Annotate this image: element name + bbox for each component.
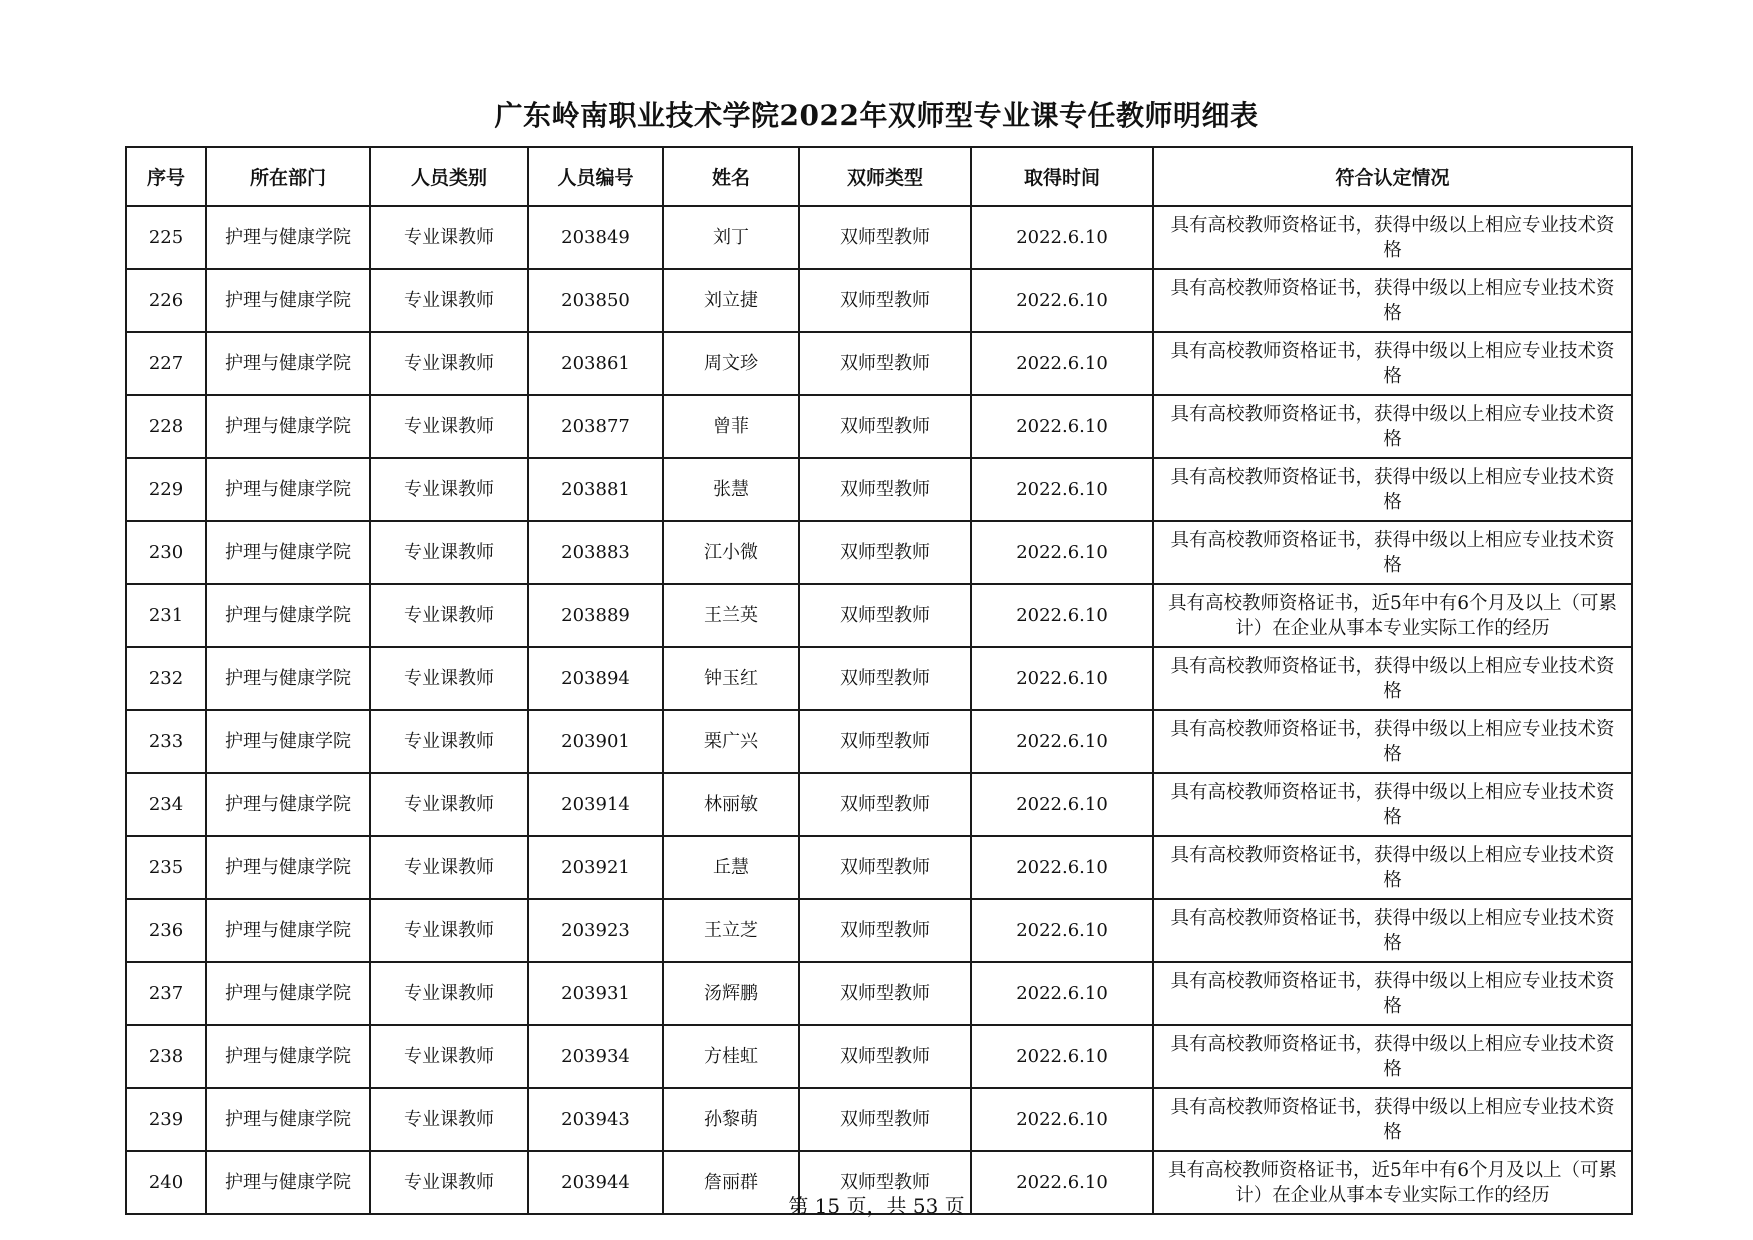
cell-date: 2022.6.10 — [971, 836, 1153, 899]
cell-date: 2022.6.10 — [971, 773, 1153, 836]
cell-date: 2022.6.10 — [971, 458, 1153, 521]
cell-category: 专业课教师 — [370, 584, 528, 647]
cell-category: 专业课教师 — [370, 1025, 528, 1088]
column-header-note: 符合认定情况 — [1153, 147, 1632, 206]
cell-type: 双师型教师 — [799, 836, 971, 899]
cell-no: 236 — [126, 899, 206, 962]
cell-note: 具有高校教师资格证书，获得中级以上相应专业技术资格 — [1153, 269, 1632, 332]
cell-note: 具有高校教师资格证书，获得中级以上相应专业技术资格 — [1153, 521, 1632, 584]
page-title: 广东岭南职业技术学院2022年双师型专业课专任教师明细表 — [494, 99, 1259, 132]
cell-date: 2022.6.10 — [971, 899, 1153, 962]
cell-name: 林丽敏 — [663, 773, 799, 836]
cell-dept: 护理与健康学院 — [206, 836, 370, 899]
cell-dept: 护理与健康学院 — [206, 647, 370, 710]
column-header-no: 序号 — [126, 147, 206, 206]
cell-name: 江小微 — [663, 521, 799, 584]
cell-date: 2022.6.10 — [971, 206, 1153, 269]
cell-date: 2022.6.10 — [971, 521, 1153, 584]
cell-no: 238 — [126, 1025, 206, 1088]
cell-category: 专业课教师 — [370, 458, 528, 521]
cell-category: 专业课教师 — [370, 269, 528, 332]
cell-dept: 护理与健康学院 — [206, 521, 370, 584]
cell-date: 2022.6.10 — [971, 584, 1153, 647]
table-row — [126, 584, 1632, 647]
column-header-id: 人员编号 — [528, 147, 663, 206]
cell-type: 双师型教师 — [799, 458, 971, 521]
cell-dept: 护理与健康学院 — [206, 1151, 370, 1214]
cell-no: 237 — [126, 962, 206, 1025]
cell-name: 周文珍 — [663, 332, 799, 395]
cell-date: 2022.6.10 — [971, 269, 1153, 332]
column-header-date: 取得时间 — [971, 147, 1153, 206]
table-row — [126, 962, 1632, 1025]
cell-name: 刘立捷 — [663, 269, 799, 332]
table-row — [126, 332, 1632, 395]
cell-id: 203914 — [528, 773, 663, 836]
cell-category: 专业课教师 — [370, 647, 528, 710]
cell-type: 双师型教师 — [799, 773, 971, 836]
cell-type: 双师型教师 — [799, 647, 971, 710]
cell-type: 双师型教师 — [799, 962, 971, 1025]
table-row — [126, 395, 1632, 458]
cell-type: 双师型教师 — [799, 395, 971, 458]
cell-no: 230 — [126, 521, 206, 584]
cell-category: 专业课教师 — [370, 710, 528, 773]
table-row — [126, 1025, 1632, 1088]
cell-id: 203923 — [528, 899, 663, 962]
cell-category: 专业课教师 — [370, 899, 528, 962]
cell-note: 具有高校教师资格证书，获得中级以上相应专业技术资格 — [1153, 962, 1632, 1025]
cell-date: 2022.6.10 — [971, 1088, 1153, 1151]
cell-dept: 护理与健康学院 — [206, 710, 370, 773]
cell-note: 具有高校教师资格证书，获得中级以上相应专业技术资格 — [1153, 1025, 1632, 1088]
cell-type: 双师型教师 — [799, 206, 971, 269]
table-row — [126, 521, 1632, 584]
teacher-table — [125, 146, 1633, 1215]
cell-name: 王立芝 — [663, 899, 799, 962]
cell-category: 专业课教师 — [370, 962, 528, 1025]
cell-type: 双师型教师 — [799, 584, 971, 647]
cell-type: 双师型教师 — [799, 1151, 971, 1214]
cell-dept: 护理与健康学院 — [206, 332, 370, 395]
cell-note: 具有高校教师资格证书，近5年中有6个月及以上（可累计）在企业从事本专业实际工作的经历 — [1153, 584, 1632, 647]
cell-id: 203849 — [528, 206, 663, 269]
cell-dept: 护理与健康学院 — [206, 962, 370, 1025]
cell-no: 231 — [126, 584, 206, 647]
table-body — [126, 206, 1632, 1214]
cell-no: 228 — [126, 395, 206, 458]
cell-id: 203934 — [528, 1025, 663, 1088]
cell-note: 具有高校教师资格证书，获得中级以上相应专业技术资格 — [1153, 332, 1632, 395]
cell-id: 203881 — [528, 458, 663, 521]
column-header-name: 姓名 — [663, 147, 799, 206]
column-header-dept: 所在部门 — [206, 147, 370, 206]
cell-name: 汤辉鹏 — [663, 962, 799, 1025]
cell-name: 张慧 — [663, 458, 799, 521]
cell-date: 2022.6.10 — [971, 395, 1153, 458]
cell-name: 王兰英 — [663, 584, 799, 647]
cell-dept: 护理与健康学院 — [206, 269, 370, 332]
cell-id: 203894 — [528, 647, 663, 710]
cell-id: 203861 — [528, 332, 663, 395]
cell-category: 专业课教师 — [370, 1151, 528, 1214]
cell-note: 具有高校教师资格证书，获得中级以上相应专业技术资格 — [1153, 773, 1632, 836]
table-row — [126, 773, 1632, 836]
table-row — [126, 1088, 1632, 1151]
cell-category: 专业课教师 — [370, 395, 528, 458]
cell-no: 233 — [126, 710, 206, 773]
cell-no: 235 — [126, 836, 206, 899]
table-row — [126, 647, 1632, 710]
cell-id: 203889 — [528, 584, 663, 647]
cell-dept: 护理与健康学院 — [206, 899, 370, 962]
cell-dept: 护理与健康学院 — [206, 1088, 370, 1151]
cell-date: 2022.6.10 — [971, 647, 1153, 710]
cell-note: 具有高校教师资格证书，获得中级以上相应专业技术资格 — [1153, 458, 1632, 521]
cell-dept: 护理与健康学院 — [206, 458, 370, 521]
cell-note: 具有高校教师资格证书，获得中级以上相应专业技术资格 — [1153, 1088, 1632, 1151]
column-header-type: 双师类型 — [799, 147, 971, 206]
table-row — [126, 206, 1632, 269]
cell-id: 203931 — [528, 962, 663, 1025]
cell-id: 203921 — [528, 836, 663, 899]
cell-name: 刘丁 — [663, 206, 799, 269]
cell-type: 双师型教师 — [799, 332, 971, 395]
cell-note: 具有高校教师资格证书，获得中级以上相应专业技术资格 — [1153, 710, 1632, 773]
cell-dept: 护理与健康学院 — [206, 584, 370, 647]
cell-id: 203883 — [528, 521, 663, 584]
cell-category: 专业课教师 — [370, 1088, 528, 1151]
table-row — [126, 458, 1632, 521]
cell-no: 226 — [126, 269, 206, 332]
cell-dept: 护理与健康学院 — [206, 1025, 370, 1088]
cell-type: 双师型教师 — [799, 1025, 971, 1088]
cell-name: 孙黎萌 — [663, 1088, 799, 1151]
cell-no: 232 — [126, 647, 206, 710]
cell-type: 双师型教师 — [799, 710, 971, 773]
cell-no: 227 — [126, 332, 206, 395]
table-row — [126, 269, 1632, 332]
cell-date: 2022.6.10 — [971, 962, 1153, 1025]
cell-date: 2022.6.10 — [971, 1025, 1153, 1088]
cell-date: 2022.6.10 — [971, 332, 1153, 395]
cell-name: 栗广兴 — [663, 710, 799, 773]
cell-type: 双师型教师 — [799, 1088, 971, 1151]
cell-category: 专业课教师 — [370, 206, 528, 269]
cell-no: 229 — [126, 458, 206, 521]
table-row — [126, 899, 1632, 962]
cell-type: 双师型教师 — [799, 269, 971, 332]
cell-name: 詹丽群 — [663, 1151, 799, 1214]
table-header-row — [126, 147, 1632, 206]
cell-date: 2022.6.10 — [971, 710, 1153, 773]
cell-dept: 护理与健康学院 — [206, 206, 370, 269]
cell-note: 具有高校教师资格证书，获得中级以上相应专业技术资格 — [1153, 836, 1632, 899]
cell-id: 203901 — [528, 710, 663, 773]
cell-dept: 护理与健康学院 — [206, 395, 370, 458]
cell-type: 双师型教师 — [799, 899, 971, 962]
cell-category: 专业课教师 — [370, 332, 528, 395]
cell-type: 双师型教师 — [799, 521, 971, 584]
cell-id: 203877 — [528, 395, 663, 458]
cell-note: 具有高校教师资格证书，获得中级以上相应专业技术资格 — [1153, 899, 1632, 962]
cell-date: 2022.6.10 — [971, 1151, 1153, 1214]
cell-note: 具有高校教师资格证书，近5年中有6个月及以上（可累计）在企业从事本专业实际工作的经历 — [1153, 1151, 1632, 1214]
cell-no: 225 — [126, 206, 206, 269]
cell-note: 具有高校教师资格证书，获得中级以上相应专业技术资格 — [1153, 206, 1632, 269]
cell-id: 203943 — [528, 1088, 663, 1151]
cell-no: 239 — [126, 1088, 206, 1151]
cell-name: 丘慧 — [663, 836, 799, 899]
cell-id: 203850 — [528, 269, 663, 332]
table-row — [126, 710, 1632, 773]
cell-category: 专业课教师 — [370, 773, 528, 836]
cell-category: 专业课教师 — [370, 521, 528, 584]
cell-note: 具有高校教师资格证书，获得中级以上相应专业技术资格 — [1153, 647, 1632, 710]
cell-note: 具有高校教师资格证书，获得中级以上相应专业技术资格 — [1153, 395, 1632, 458]
page-footer: 第 15 页，共 53 页 — [788, 1194, 965, 1218]
cell-name: 钟玉红 — [663, 647, 799, 710]
table-row — [126, 836, 1632, 899]
cell-name: 方桂虹 — [663, 1025, 799, 1088]
column-header-category: 人员类别 — [370, 147, 528, 206]
cell-category: 专业课教师 — [370, 836, 528, 899]
cell-no: 234 — [126, 773, 206, 836]
cell-name: 曾菲 — [663, 395, 799, 458]
cell-dept: 护理与健康学院 — [206, 773, 370, 836]
cell-id: 203944 — [528, 1151, 663, 1214]
cell-no: 240 — [126, 1151, 206, 1214]
